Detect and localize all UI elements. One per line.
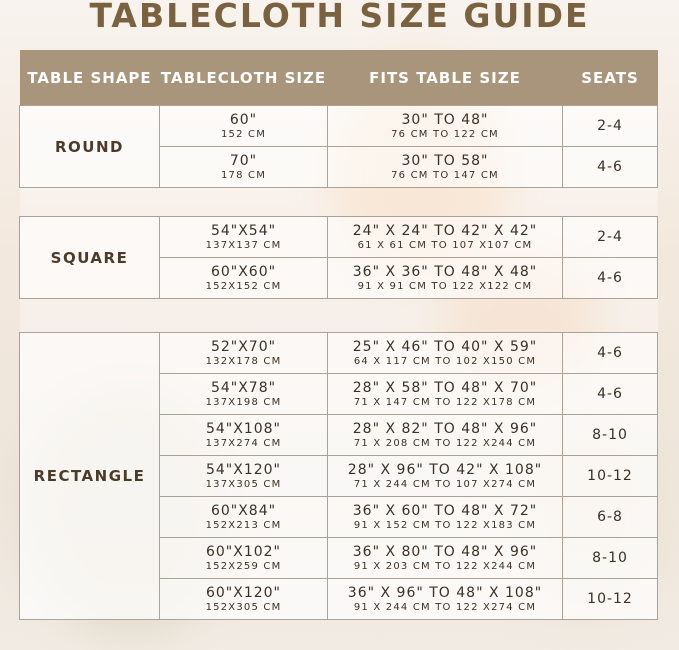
size-inches: 60"X102" [205,543,281,560]
table-row [20,106,658,147]
fits-cm: 76 CM TO 122 CM [391,128,499,140]
table-header-row [20,50,658,106]
tablecloth-size-cell [160,456,328,497]
table-row [20,333,658,374]
fits-cm: 91 X 152 CM TO 122 X183 CM [353,519,537,531]
size-cm: 152X259 CM [205,560,282,572]
separator-cell [20,188,658,217]
fits-cm: 91 X 244 CM TO 122 X274 CM [353,601,537,613]
size-inches: 60"X120" [205,584,281,601]
size-cm: 137X274 CM [205,437,282,449]
tablecloth-size-cell [160,415,328,456]
fits-inches: 36" X 36" TO 48" X 48" [352,263,538,280]
fits-inches: 30" TO 58" [401,152,489,169]
tablecloth-size-cell [160,217,328,258]
header-seats: SEATS [563,50,658,106]
fits-cm: 91 X 203 CM TO 122 X244 CM [353,560,537,572]
size-inches: 54"X78" [210,379,277,396]
header-fits-table-size: FITS TABLE SIZE [328,50,563,106]
size-cm: 137X198 CM [205,396,282,408]
size-guide-table [19,50,658,620]
seats-cell: 6-8 [563,497,658,538]
fits-inches: 36" X 96" TO 48" X 108" [347,584,543,601]
size-cm: 132X178 CM [205,355,282,367]
fits-size-cell [328,497,563,538]
fits-size-cell [328,333,563,374]
tablecloth-size-cell [160,258,328,299]
size-inches: 54"X120" [205,461,281,478]
shape-label-rectangle: RECTANGLE [20,333,160,620]
fits-inches: 24" X 24" TO 42" X 42" [352,222,538,239]
size-inches: 52"X70" [210,338,277,355]
tablecloth-size-cell [160,579,328,620]
tablecloth-size-cell [160,497,328,538]
fits-inches: 36" X 60" TO 48" X 72" [352,502,538,519]
seats-cell: 8-10 [563,415,658,456]
page-title: TABLECLOTH SIZE GUIDE [89,0,590,35]
size-cm: 178 CM [220,169,267,181]
fits-size-cell [328,456,563,497]
tablecloth-size-cell [160,374,328,415]
size-inches: 70" [229,152,258,169]
fits-cm: 91 X 91 CM TO 122 X122 CM [357,280,533,292]
size-cm: 152X213 CM [205,519,282,531]
size-cm: 137X305 CM [205,478,282,490]
header-tablecloth-size: TABLECLOTH SIZE [160,50,328,106]
fits-cm: 64 X 117 CM TO 102 X150 CM [353,355,537,367]
tablecloth-size-cell [160,538,328,579]
fits-inches: 36" X 80" TO 48" X 96" [352,543,538,560]
fits-inches: 25" X 46" TO 40" X 59" [352,338,538,355]
size-cm: 137X137 CM [205,239,282,251]
header-table-shape: TABLE SHAPE [20,50,160,106]
fits-cm: 61 X 61 CM TO 107 X107 CM [357,239,533,251]
fits-cm: 71 X 208 CM TO 122 X244 CM [353,437,537,449]
size-inches: 60"X84" [210,502,277,519]
size-cm: 152X152 CM [205,280,282,292]
seats-cell: 4-6 [563,333,658,374]
seats-cell: 8-10 [563,538,658,579]
seats-cell: 4-6 [563,147,658,188]
fits-inches: 28" X 58" TO 48" X 70" [352,379,538,396]
fits-inches: 28" X 96" TO 42" X 108" [347,461,543,478]
fits-size-cell [328,217,563,258]
seats-cell: 4-6 [563,374,658,415]
shape-label-square: SQUARE [20,217,160,299]
fits-size-cell [328,415,563,456]
seats-cell: 10-12 [563,456,658,497]
size-cm: 152X305 CM [205,601,282,613]
size-inches: 60"X60" [210,263,277,280]
size-inches: 54"X54" [210,222,277,239]
size-cm: 152 CM [220,128,267,140]
fits-cm: 71 X 244 CM TO 107 X274 CM [353,478,537,490]
fits-size-cell [328,374,563,415]
seats-cell: 4-6 [563,258,658,299]
fits-size-cell [328,579,563,620]
size-inches: 60" [229,111,258,128]
fits-inches: 30" TO 48" [401,111,489,128]
fits-size-cell [328,106,563,147]
table-row [20,217,658,258]
fits-cm: 76 CM TO 147 CM [391,169,499,181]
separator-cell [20,299,658,333]
tablecloth-size-cell [160,147,328,188]
tablecloth-size-cell [160,333,328,374]
fits-size-cell [328,258,563,299]
fits-size-cell [328,147,563,188]
group-separator [20,299,658,333]
fits-cm: 71 X 147 CM TO 122 X178 CM [353,396,537,408]
seats-cell: 2-4 [563,217,658,258]
shape-label-round: ROUND [20,106,160,188]
seats-cell: 10-12 [563,579,658,620]
fits-size-cell [328,538,563,579]
seats-cell: 2-4 [563,106,658,147]
tablecloth-size-cell [160,106,328,147]
fits-inches: 28" X 82" TO 48" X 96" [352,420,538,437]
group-separator [20,188,658,217]
size-inches: 54"X108" [205,420,281,437]
